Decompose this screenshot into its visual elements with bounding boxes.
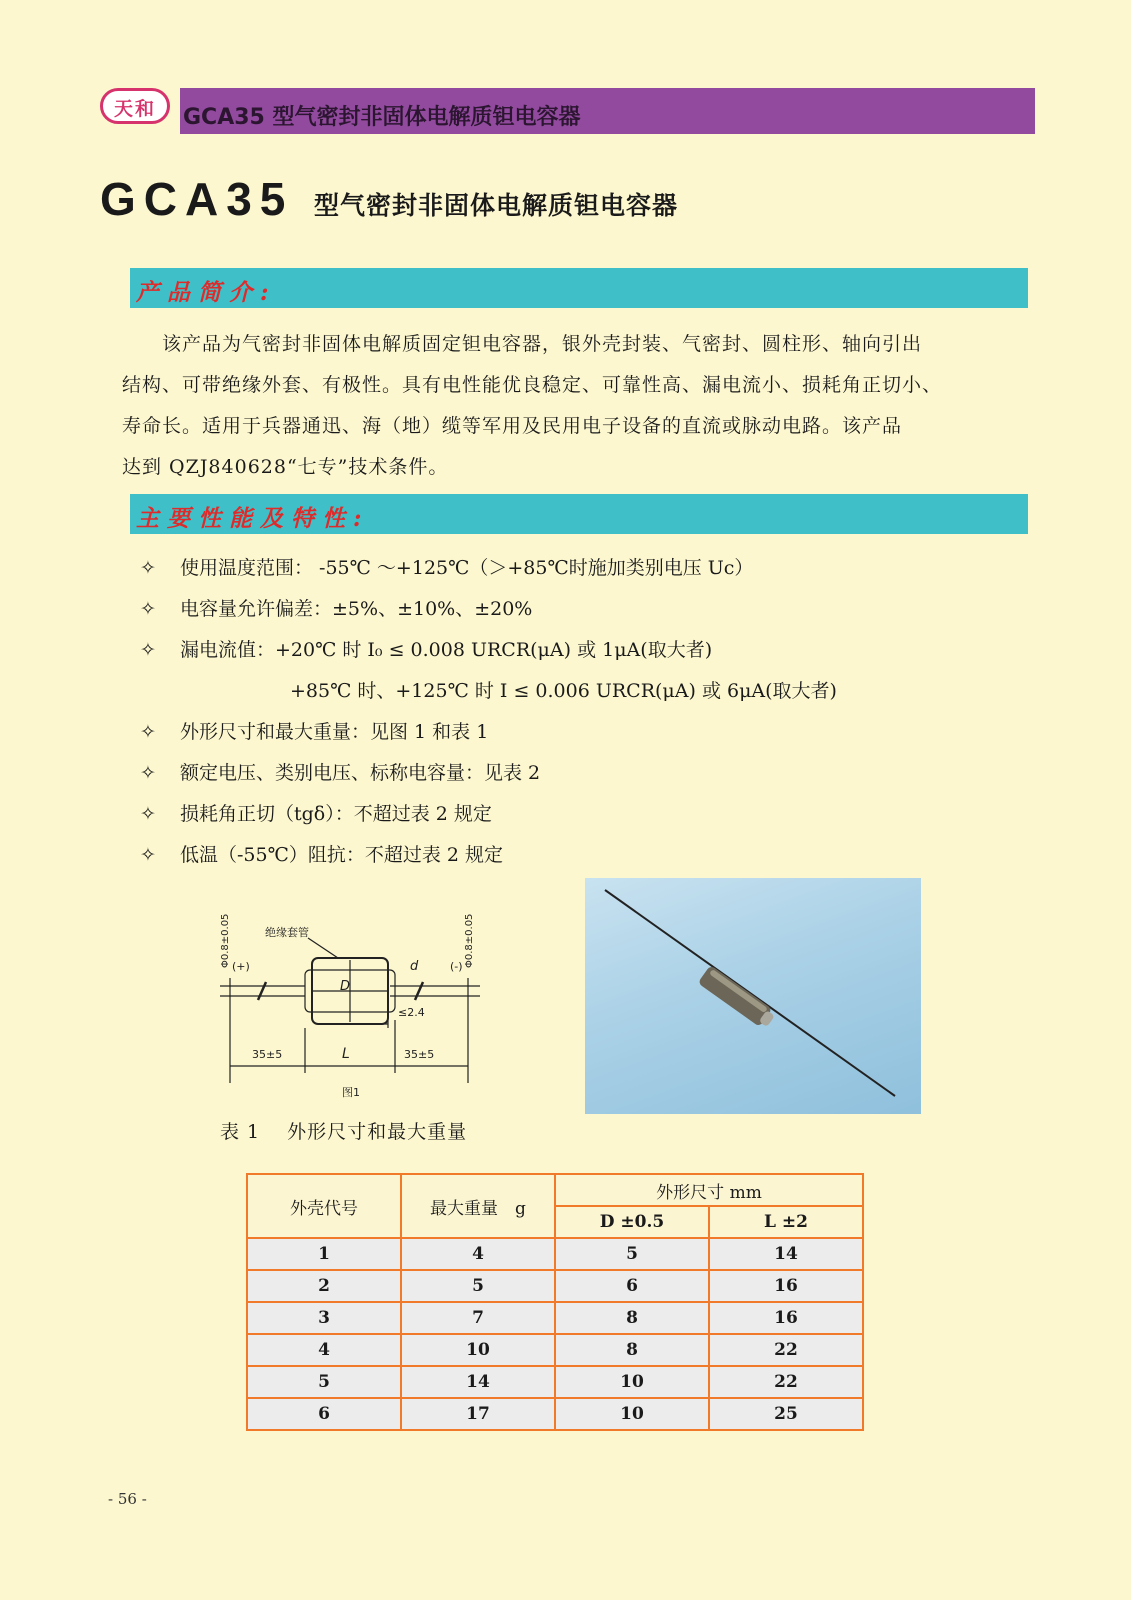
feature-text: 额定电压、类别电压、标称电容量：见表 2: [180, 762, 541, 784]
table-cell: 16: [709, 1270, 863, 1302]
brand-logo: 天和: [100, 88, 170, 124]
feature-text: +85℃ 时、+125℃ 时 I ≤ 0.006 URCR(μA) 或 6μA(取大者): [290, 680, 837, 702]
table-cell: 10: [401, 1334, 555, 1366]
table-cell: 1: [247, 1238, 401, 1270]
lead-d-label: d: [410, 959, 419, 974]
table-row: [247, 1366, 863, 1398]
feature-text: 漏电流值：+20℃ 时 I₀ ≤ 0.008 URCR(μA) 或 1μA(取大者): [180, 639, 713, 661]
intro-line: 结构、可带绝缘外套、有极性。具有电性能优良稳定、可靠性高、漏电流小、损耗角正切小、: [122, 374, 943, 396]
table-cell: 7: [401, 1302, 555, 1334]
sleeve-label: 绝缘套管: [265, 926, 309, 939]
table-cell: 5: [401, 1270, 555, 1302]
page-title: 型气密封非固体电解质钽电容器: [314, 191, 679, 220]
table-cell: 6: [247, 1398, 401, 1430]
product-photo: [585, 878, 921, 1114]
table-cell: 8: [555, 1334, 709, 1366]
table-cell: 5: [555, 1238, 709, 1270]
table-cell: 17: [401, 1398, 555, 1430]
table-caption: 表 1 外形尺寸和最大重量: [220, 1121, 468, 1143]
lead-diameter-label-left: Φ0.8±0.05: [220, 913, 231, 968]
figure-label: 图1: [342, 1086, 360, 1099]
section-title-features: 主要性能及特性:: [136, 505, 370, 532]
star-bullet-icon: ✧: [140, 803, 156, 825]
table-row: [247, 1302, 863, 1334]
star-bullet-icon: ✧: [140, 844, 156, 866]
table-cell: 25: [709, 1398, 863, 1430]
header-title: GCA35 型气密封非固体电解质钽电容器: [183, 105, 581, 130]
star-bullet-icon: ✧: [140, 639, 156, 661]
dimension-drawing: [210, 888, 500, 1113]
table-cell: 2: [247, 1270, 401, 1302]
star-bullet-icon: ✧: [140, 598, 156, 620]
feature-text: 损耗角正切（tgδ）：不超过表 2 规定: [180, 803, 492, 825]
intro-line: 寿命长。适用于兵器通迅、海（地）缆等军用及民用电子设备的直流或脉动电路。该产品: [122, 415, 903, 437]
table-cell: 8: [555, 1302, 709, 1334]
dimension-table: [246, 1173, 864, 1431]
intro-line: 该产品为气密封非固体电解质固定钽电容器，银外壳封装、气密封、圆柱形、轴向引出: [122, 333, 923, 355]
table-row: [247, 1238, 863, 1270]
table-cell: 22: [709, 1334, 863, 1366]
capacitor-image: [585, 878, 921, 1114]
body-length-L: L: [342, 1046, 350, 1062]
table-cell: 14: [401, 1366, 555, 1398]
lead-diameter-label-right: Φ0.8±0.05: [464, 913, 475, 968]
intro-paragraph: [122, 324, 1022, 488]
table-cell: 16: [709, 1302, 863, 1334]
table-cell: 14: [709, 1238, 863, 1270]
table-cell: 4: [401, 1238, 555, 1270]
table-cell: 10: [555, 1398, 709, 1430]
negative-label: (-): [450, 960, 463, 973]
lead-length-right: 35±5: [404, 1048, 435, 1061]
page-title-model: GCA35: [100, 173, 294, 225]
table-header-row: [247, 1174, 863, 1206]
header-L: L ±2: [709, 1206, 863, 1238]
table-cell: 4: [247, 1334, 401, 1366]
lead-length-left: 35±5: [252, 1048, 283, 1061]
table-cell: 3: [247, 1302, 401, 1334]
feature-text: 电容量允许偏差：±5%、±10%、±20%: [180, 598, 533, 620]
page-number: - 56 -: [108, 1490, 147, 1508]
table-cell: 6: [555, 1270, 709, 1302]
feature-text: 使用温度范围： -55℃ ～+125℃（＞+85℃时施加类别电压 Uc）: [180, 557, 754, 579]
header-D: D ±0.5: [555, 1206, 709, 1238]
header-case-code: 外壳代号: [247, 1174, 401, 1238]
feature-text: 外形尺寸和最大重量：见图 1 和表 1: [180, 721, 489, 743]
table-cell: 10: [555, 1366, 709, 1398]
header-max-weight: 最大重量 g: [401, 1174, 555, 1238]
header-dimensions: 外形尺寸 mm: [555, 1174, 863, 1206]
star-bullet-icon: ✧: [140, 762, 156, 784]
feature-text: 低温（-55℃）阻抗：不超过表 2 规定: [180, 844, 504, 866]
gap-label: ≤2.4: [398, 1006, 425, 1019]
table-row: [247, 1334, 863, 1366]
table-cell: 5: [247, 1366, 401, 1398]
star-bullet-icon: ✧: [140, 721, 156, 743]
table-cell: 22: [709, 1366, 863, 1398]
intro-line: 达到 QZJ840628“七专”技术条件。: [122, 456, 449, 478]
star-bullet-icon: ✧: [140, 557, 156, 579]
table-row: [247, 1270, 863, 1302]
positive-label: (+): [232, 960, 250, 973]
section-title-intro: 产品简介:: [136, 279, 277, 306]
diameter-D-label: D: [340, 979, 351, 994]
table-row: [247, 1398, 863, 1430]
